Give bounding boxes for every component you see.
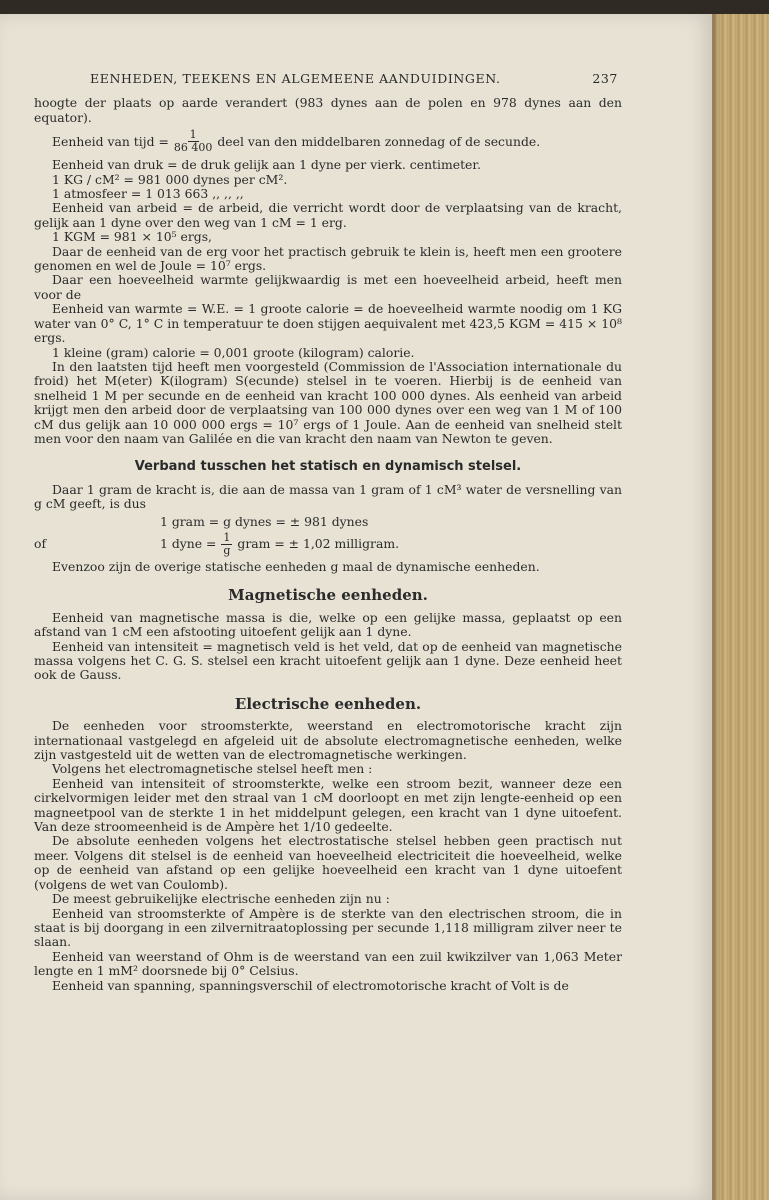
paragraph-electrisch-8: Eenheid van spanning, spanningsverschil of electromotorische kracht of Volt is de xyxy=(52,977,569,993)
dyne-lhs: 1 dyne = xyxy=(160,536,217,552)
tijd-fraction xyxy=(174,129,213,154)
paragraph-evenzoo: Evenzoo zijn de overige statische eenheden g maal de dynamische eenheden. xyxy=(52,558,540,574)
paragraph-warmte-intro: Daar een hoeveelheid warmte gelijkwaardig is met een hoeveelheid arbeid, heeft men voor de xyxy=(34,272,622,302)
page-stack-edge xyxy=(712,14,769,1200)
of-label: of xyxy=(34,536,47,552)
dyne-rhs: gram = ± 1,02 milligram. xyxy=(237,536,400,552)
line-atmosfeer: 1 atmosfeer = 1 013 663 ,, ,, ,, xyxy=(52,186,244,202)
equation-dyne xyxy=(34,532,622,557)
line-kgm: 1 KGM = 981 × 10⁵ ergs, xyxy=(52,229,212,245)
page-content xyxy=(34,72,622,993)
dyne-fraction xyxy=(221,532,232,557)
paragraph-electrisch-7: Eenheid van weerstand of Ohm is de weerstand van een zuil kwikzilver van 1,063 Meter lengte en 1 mM² doorsnede bij 0° Celsius. xyxy=(34,948,622,979)
tijd-lhs: Eenheid van tijd = xyxy=(52,133,169,149)
tijd-numerator: 1 xyxy=(189,128,197,142)
paragraph-druk: Eenheid van druk = de druk gelijk aan 1 dyne per vierk. centimeter. xyxy=(52,157,481,173)
page-number: 237 xyxy=(592,71,618,86)
paragraph-electrisch-1: De eenheden voor stroomsterkte, weerstand en electromotorische kracht zijn internationaal vastgelegd en afgeleid uit de absolute electromagnetische eenheden, welke zijn vastgesteld uit de wetten van de electromagnetische werkingen. xyxy=(34,718,622,763)
header-title: EENHEDEN, TEEKENS EN ALGEMEENE AANDUIDINGEN. xyxy=(90,71,501,86)
heading-magnetisch: Magnetische eenheden. xyxy=(228,586,428,605)
tijd-denominator: 86 400 xyxy=(173,141,213,155)
book-page xyxy=(0,14,712,1200)
paragraph-magnetisch-1: Eenheid van magnetische massa is die, welke op een gelijke massa, geplaatst op een afstand van 1 cM een afstooting uitoefent gelijk aan 1 dyne. xyxy=(34,609,622,640)
paragraph-verband: Daar 1 gram de kracht is, die aan de massa van 1 gram of 1 cM³ water de versnelling van g cM geeft, is dus xyxy=(34,481,622,512)
equation-gram xyxy=(34,515,622,529)
tijd-rhs: deel van den middelbaren zonnedag of de secunde. xyxy=(217,133,541,149)
paragraph-hoogte: hoogte der plaats op aarde verandert (983 dynes aan de polen en 978 dynes aan den equator). xyxy=(34,95,622,125)
line-kleine-calorie: 1 kleine (gram) calorie = 0,001 groote (kilogram) calorie. xyxy=(52,344,415,360)
gram-equation-text: 1 gram = g dynes = ± 981 dynes xyxy=(160,513,369,529)
equation-tijd xyxy=(52,129,622,154)
paragraph-electrisch-5: De meest gebruikelijke electrische eenheden zijn nu : xyxy=(52,891,390,907)
paragraph-warmte: Eenheid van warmte = W.E. = 1 groote calorie = de hoeveelheid warmte noodig om 1 KG water van 0° C, 1° C in temperatuur te doen stijgen aequivalent met 423,5 KGM = 415 × 10⁸ ergs. xyxy=(34,301,622,346)
paragraph-magnetisch-2: Eenheid van intensiteit = magnetisch veld is het veld, dat op de eenheid van magnetische massa volgens het C. G. S. stelsel een kracht uitoefent gelijk aan 1 dyne. Deze eenheid heet ook de Gauss. xyxy=(34,638,622,683)
dyne-numerator: 1 xyxy=(223,530,231,544)
line-kg-cm2: 1 KG / cM² = 981 000 dynes per cM². xyxy=(52,171,288,187)
scan-frame xyxy=(0,0,769,14)
running-header xyxy=(90,72,618,86)
heading-electrisch: Electrische eenheden. xyxy=(234,694,422,713)
paragraph-electrisch-2: Volgens het electromagnetische stelsel heeft men : xyxy=(52,761,373,777)
paragraph-electrisch-6: Eenheid van stroomsterkte of Ampère is de sterkte van den electrischen stroom, die in staat is bij doorgang in een zilvernitraatoplossing per secunde 1,118 milligram zilver neer te slaan. xyxy=(34,905,622,950)
paragraph-electrisch-4: De absolute eenheden volgens het electrostatische stelsel hebben geen practisch nut meer. Volgens dit stelsel is de eenheid van hoeveelheid electriciteit die hoeveelheid, welke op de eenheid van afstand op een gelijke hoeveelheid een kracht van 1 dyne uitoefent (volgens de wet van Coulomb). xyxy=(34,833,622,892)
heading-verband: Verband tusschen het statisch en dynamisch stelsel. xyxy=(134,459,522,475)
dyne-equation xyxy=(160,532,399,557)
dyne-denominator: g xyxy=(223,543,231,557)
paragraph-joule: Daar de eenheid van de erg voor het practisch gebruik te klein is, heeft men een grootere genomen en wel de Joule = 10⁷ ergs. xyxy=(34,243,622,274)
paragraph-mks: In den laatsten tijd heeft men voorgesteld (Commission de l'Association internationale du froid) het M(eter) K(ilogram) S(ecunde) stelsel in te voeren. Hierbij is de eenheid van snelheid 1 M per secunde en de eenheid van kracht 100 000 dynes. Als eenheid van arbeid krijgt men den arbeid door de verplaatsing van 100 000 dynes over een weg van 1 M of 100 cM dus gelijk aan 10 000 000 ergs = 10⁷ ergs of 1 Joule. Aan de eenheid van snelheid stelt men voor den naam van Galilée en die van kracht den naam van Newton te geven. xyxy=(34,358,622,446)
paragraph-arbeid: Eenheid van arbeid = de arbeid, die verricht wordt door de verplaatsing van de kracht, gelijk aan 1 dyne over den weg van 1 cM = 1 erg. xyxy=(34,200,622,230)
paragraph-electrisch-3: Eenheid van intensiteit of stroomsterkte, welke een stroom bezit, wanneer deze een cirkelvormigen leider met den straal van 1 cM doorloopt en met zijn lengte-eenheid op een magneetpool van de sterkte 1 in het middelpunt gelegen, een kracht van 1 dyne uitoefent. Van deze stroomeenheid is de Ampère het 1/10 gedeelte. xyxy=(34,775,622,835)
